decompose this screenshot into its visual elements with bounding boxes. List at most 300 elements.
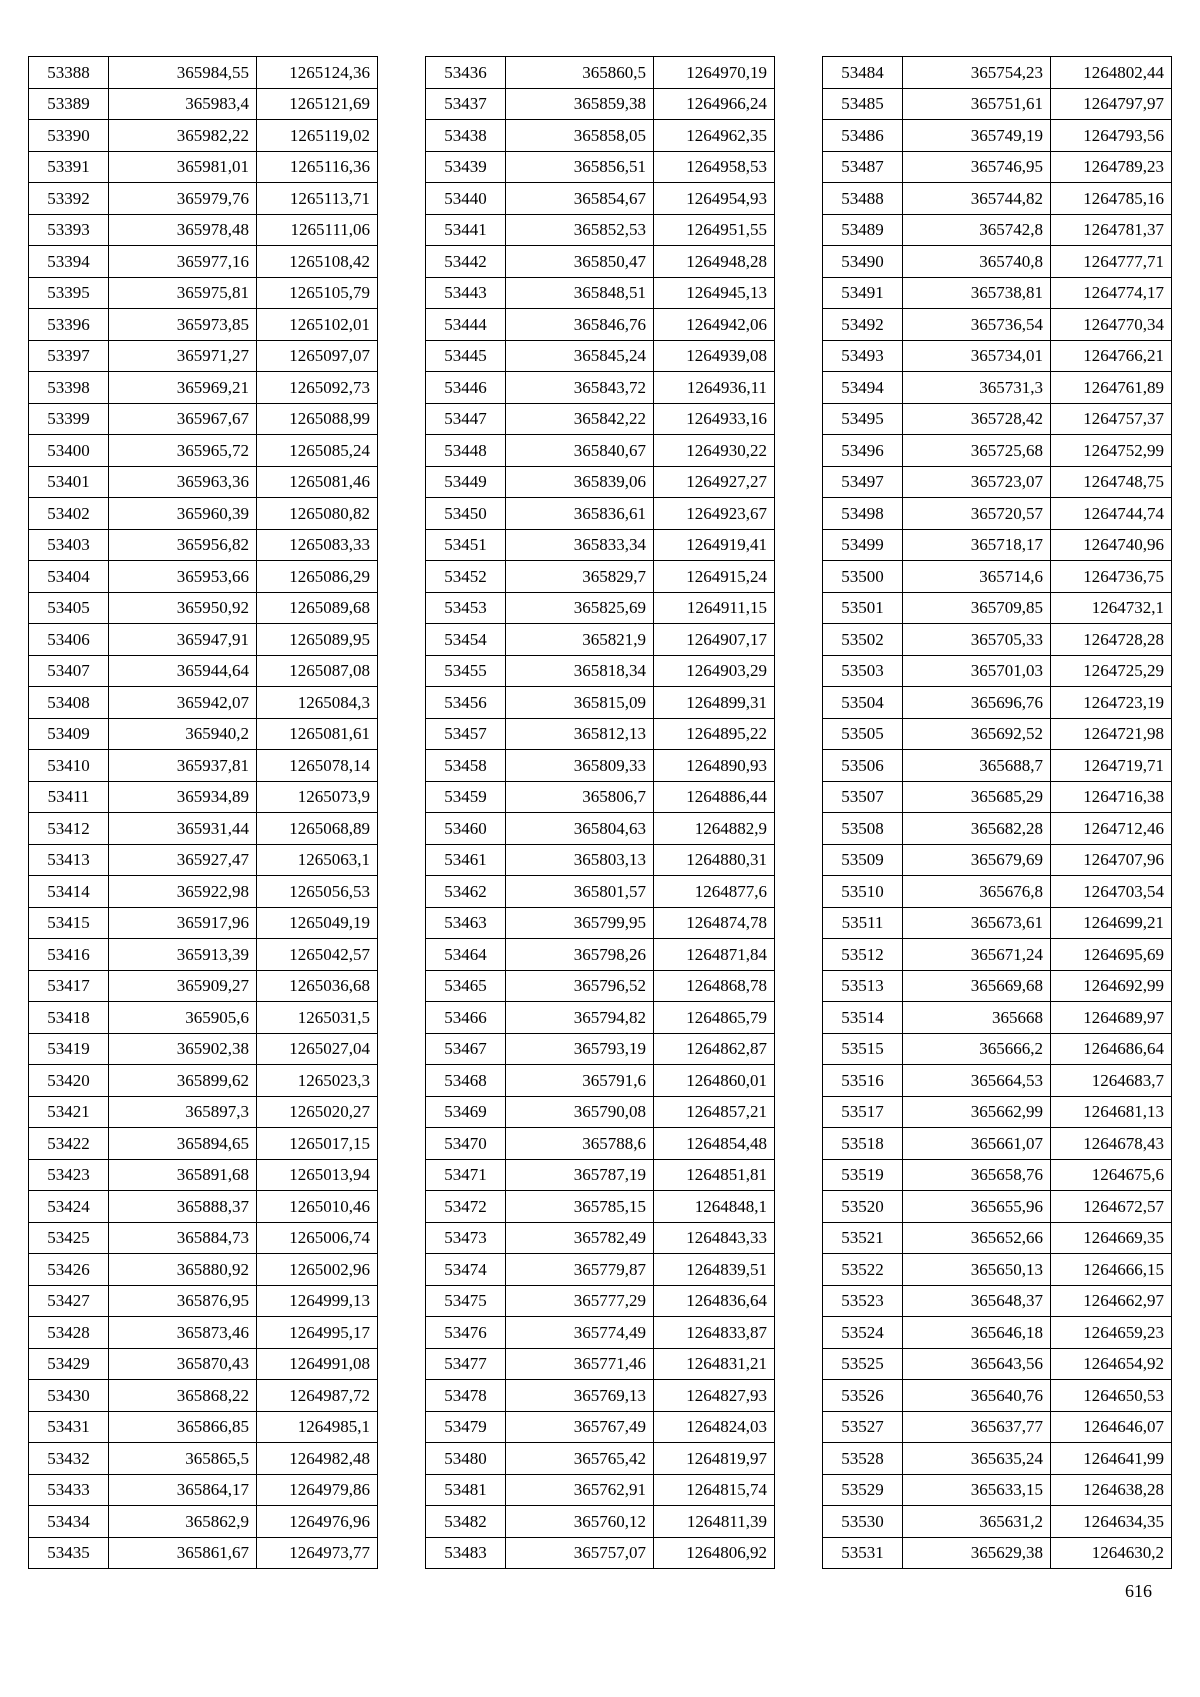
x-coordinate-cell: 365866,85 [109,1411,257,1443]
x-coordinate-cell: 365664,53 [903,1065,1051,1097]
point-id-cell: 53413 [29,844,109,876]
y-coordinate-cell: 1264827,93 [654,1380,775,1412]
table-row [29,970,378,1002]
y-coordinate-cell: 1265097,07 [257,340,378,372]
point-id-cell: 53524 [823,1317,903,1349]
table-row [823,1033,1172,1065]
y-coordinate-cell: 1264712,46 [1051,813,1172,845]
y-coordinate-cell: 1264634,35 [1051,1506,1172,1538]
y-coordinate-cell: 1265006,74 [257,1222,378,1254]
y-coordinate-cell: 1264638,28 [1051,1474,1172,1506]
x-coordinate-cell: 365859,38 [506,88,654,120]
x-coordinate-cell: 365821,9 [506,624,654,656]
x-coordinate-cell: 365960,39 [109,498,257,530]
point-id-cell: 53525 [823,1348,903,1380]
point-id-cell: 53527 [823,1411,903,1443]
y-coordinate-cell: 1264919,41 [654,529,775,561]
x-coordinate-cell: 365850,47 [506,246,654,278]
y-coordinate-cell: 1264757,37 [1051,403,1172,435]
x-coordinate-cell: 365679,69 [903,844,1051,876]
table-row [823,1443,1172,1475]
x-coordinate-cell: 365648,37 [903,1285,1051,1317]
point-id-cell: 53447 [426,403,506,435]
y-coordinate-cell: 1264833,87 [654,1317,775,1349]
x-coordinate-cell: 365870,43 [109,1348,257,1380]
table-row [823,1159,1172,1191]
y-coordinate-cell: 1265056,53 [257,876,378,908]
point-id-cell: 53409 [29,718,109,750]
x-coordinate-cell: 365848,51 [506,277,654,309]
point-id-cell: 53446 [426,372,506,404]
point-id-cell: 53499 [823,529,903,561]
x-coordinate-cell: 365833,34 [506,529,654,561]
table-row [29,246,378,278]
table-row [426,1380,775,1412]
y-coordinate-cell: 1264777,71 [1051,246,1172,278]
point-id-cell: 53411 [29,781,109,813]
y-coordinate-cell: 1265108,42 [257,246,378,278]
table-row [823,718,1172,750]
x-coordinate-cell: 365971,27 [109,340,257,372]
table-row [823,183,1172,215]
table-row [29,1537,378,1569]
x-coordinate-cell: 365774,49 [506,1317,654,1349]
table-row [29,1222,378,1254]
x-coordinate-cell: 365894,65 [109,1128,257,1160]
y-coordinate-cell: 1265027,04 [257,1033,378,1065]
y-coordinate-cell: 1265092,73 [257,372,378,404]
x-coordinate-cell: 365757,07 [506,1537,654,1569]
y-coordinate-cell: 1265116,36 [257,151,378,183]
x-coordinate-cell: 365767,49 [506,1411,654,1443]
table-row [823,246,1172,278]
x-coordinate-cell: 365963,36 [109,466,257,498]
point-id-cell: 53479 [426,1411,506,1443]
point-id-cell: 53408 [29,687,109,719]
table-row [426,1506,775,1538]
table-row [823,1065,1172,1097]
y-coordinate-cell: 1264802,44 [1051,57,1172,89]
point-id-cell: 53464 [426,939,506,971]
x-coordinate-cell: 365705,33 [903,624,1051,656]
x-coordinate-cell: 365718,17 [903,529,1051,561]
point-id-cell: 53498 [823,498,903,530]
point-id-cell: 53528 [823,1443,903,1475]
point-id-cell: 53427 [29,1285,109,1317]
x-coordinate-cell: 365884,73 [109,1222,257,1254]
x-coordinate-cell: 365927,47 [109,844,257,876]
y-coordinate-cell: 1264995,17 [257,1317,378,1349]
table-row [426,907,775,939]
table-row [426,57,775,89]
point-id-cell: 53452 [426,561,506,593]
x-coordinate-cell: 365979,76 [109,183,257,215]
x-coordinate-cell: 365812,13 [506,718,654,750]
x-coordinate-cell: 365635,24 [903,1443,1051,1475]
table-row [426,88,775,120]
table-row [426,1443,775,1475]
table-row [426,403,775,435]
x-coordinate-cell: 365839,06 [506,466,654,498]
x-coordinate-cell: 365652,66 [903,1222,1051,1254]
table-row [426,372,775,404]
x-coordinate-cell: 365854,67 [506,183,654,215]
point-id-cell: 53485 [823,88,903,120]
x-coordinate-cell: 365852,53 [506,214,654,246]
table-row [823,529,1172,561]
point-id-cell: 53396 [29,309,109,341]
point-id-cell: 53445 [426,340,506,372]
y-coordinate-cell: 1265124,36 [257,57,378,89]
table-row [29,88,378,120]
point-id-cell: 53507 [823,781,903,813]
y-coordinate-cell: 1265083,33 [257,529,378,561]
x-coordinate-cell: 365669,68 [903,970,1051,1002]
x-coordinate-cell: 365975,81 [109,277,257,309]
y-coordinate-cell: 1264689,97 [1051,1002,1172,1034]
x-coordinate-cell: 365738,81 [903,277,1051,309]
y-coordinate-cell: 1265089,95 [257,624,378,656]
coordinate-table-body [426,57,775,1569]
point-id-cell: 53460 [426,813,506,845]
x-coordinate-cell: 365671,24 [903,939,1051,971]
x-coordinate-cell: 365829,7 [506,561,654,593]
x-coordinate-cell: 365742,8 [903,214,1051,246]
y-coordinate-cell: 1264770,34 [1051,309,1172,341]
table-row [426,813,775,845]
y-coordinate-cell: 1264915,24 [654,561,775,593]
y-coordinate-cell: 1264973,77 [257,1537,378,1569]
table-row [29,1411,378,1443]
point-id-cell: 53421 [29,1096,109,1128]
y-coordinate-cell: 1264882,9 [654,813,775,845]
y-coordinate-cell: 1265042,57 [257,939,378,971]
table-row [29,120,378,152]
x-coordinate-cell: 365840,67 [506,435,654,467]
table-row [426,687,775,719]
table-row [29,435,378,467]
y-coordinate-cell: 1264789,23 [1051,151,1172,183]
x-coordinate-cell: 365880,92 [109,1254,257,1286]
y-coordinate-cell: 1264836,64 [654,1285,775,1317]
x-coordinate-cell: 365794,82 [506,1002,654,1034]
x-coordinate-cell: 365897,3 [109,1096,257,1128]
y-coordinate-cell: 1264630,2 [1051,1537,1172,1569]
x-coordinate-cell: 365981,01 [109,151,257,183]
point-id-cell: 53455 [426,655,506,687]
y-coordinate-cell: 1264675,6 [1051,1159,1172,1191]
x-coordinate-cell: 365864,17 [109,1474,257,1506]
x-coordinate-cell: 365858,05 [506,120,654,152]
table-row [426,498,775,530]
point-id-cell: 53486 [823,120,903,152]
y-coordinate-cell: 1264923,67 [654,498,775,530]
table-row [426,277,775,309]
x-coordinate-cell: 365746,95 [903,151,1051,183]
x-coordinate-cell: 365666,2 [903,1033,1051,1065]
y-coordinate-cell: 1264703,54 [1051,876,1172,908]
y-coordinate-cell: 1264723,19 [1051,687,1172,719]
table-row [823,1506,1172,1538]
point-id-cell: 53434 [29,1506,109,1538]
table-row [823,120,1172,152]
table-row [29,876,378,908]
x-coordinate-cell: 365692,52 [903,718,1051,750]
x-coordinate-cell: 365676,8 [903,876,1051,908]
point-id-cell: 53511 [823,907,903,939]
point-id-cell: 53496 [823,435,903,467]
coordinate-table-2 [425,56,775,1569]
x-coordinate-cell: 365631,2 [903,1506,1051,1538]
table-row [426,1411,775,1443]
point-id-cell: 53505 [823,718,903,750]
point-id-cell: 53429 [29,1348,109,1380]
y-coordinate-cell: 1264732,1 [1051,592,1172,624]
point-id-cell: 53493 [823,340,903,372]
table-row [426,592,775,624]
x-coordinate-cell: 365862,9 [109,1506,257,1538]
table-row [823,1191,1172,1223]
table-row [29,1443,378,1475]
table-row [426,151,775,183]
table-row [426,1159,775,1191]
y-coordinate-cell: 1265078,14 [257,750,378,782]
point-id-cell: 53457 [426,718,506,750]
x-coordinate-cell: 365825,69 [506,592,654,624]
point-id-cell: 53482 [426,1506,506,1538]
y-coordinate-cell: 1264903,29 [654,655,775,687]
y-coordinate-cell: 1265036,68 [257,970,378,1002]
x-coordinate-cell: 365754,23 [903,57,1051,89]
x-coordinate-cell: 365643,56 [903,1348,1051,1380]
point-id-cell: 53437 [426,88,506,120]
x-coordinate-cell: 365787,19 [506,1159,654,1191]
y-coordinate-cell: 1264936,11 [654,372,775,404]
point-id-cell: 53473 [426,1222,506,1254]
y-coordinate-cell: 1264843,33 [654,1222,775,1254]
table-row [29,183,378,215]
x-coordinate-cell: 365736,54 [903,309,1051,341]
table-row [426,120,775,152]
y-coordinate-cell: 1265081,61 [257,718,378,750]
table-row [29,466,378,498]
table-row [29,372,378,404]
point-id-cell: 53443 [426,277,506,309]
y-coordinate-cell: 1264851,81 [654,1159,775,1191]
table-row [823,1380,1172,1412]
point-id-cell: 53406 [29,624,109,656]
y-coordinate-cell: 1264890,93 [654,750,775,782]
x-coordinate-cell: 365899,62 [109,1065,257,1097]
table-row [29,781,378,813]
table-row [823,1348,1172,1380]
y-coordinate-cell: 1264865,79 [654,1002,775,1034]
x-coordinate-cell: 365803,13 [506,844,654,876]
table-row [426,1254,775,1286]
point-id-cell: 53487 [823,151,903,183]
x-coordinate-cell: 365734,01 [903,340,1051,372]
point-id-cell: 53458 [426,750,506,782]
point-id-cell: 53389 [29,88,109,120]
page-number: 616 [1125,1581,1152,1601]
point-id-cell: 53478 [426,1380,506,1412]
point-id-cell: 53428 [29,1317,109,1349]
point-id-cell: 53436 [426,57,506,89]
y-coordinate-cell: 1265105,79 [257,277,378,309]
y-coordinate-cell: 1264785,16 [1051,183,1172,215]
point-id-cell: 53471 [426,1159,506,1191]
y-coordinate-cell: 1264862,87 [654,1033,775,1065]
table-row [426,844,775,876]
x-coordinate-cell: 365688,7 [903,750,1051,782]
point-id-cell: 53495 [823,403,903,435]
table-row [823,907,1172,939]
table-row [29,309,378,341]
table-row [823,1096,1172,1128]
x-coordinate-cell: 365791,6 [506,1065,654,1097]
table-row [823,309,1172,341]
table-row [823,624,1172,656]
point-id-cell: 53517 [823,1096,903,1128]
point-id-cell: 53484 [823,57,903,89]
y-coordinate-cell: 1264774,17 [1051,277,1172,309]
y-coordinate-cell: 1264793,56 [1051,120,1172,152]
y-coordinate-cell: 1264725,29 [1051,655,1172,687]
y-coordinate-cell: 1264672,57 [1051,1191,1172,1223]
table-row [29,939,378,971]
x-coordinate-cell: 365799,95 [506,907,654,939]
point-id-cell: 53494 [823,372,903,404]
x-coordinate-cell: 365714,6 [903,561,1051,593]
y-coordinate-cell: 1264761,89 [1051,372,1172,404]
y-coordinate-cell: 1264958,53 [654,151,775,183]
point-id-cell: 53514 [823,1002,903,1034]
point-id-cell: 53502 [823,624,903,656]
y-coordinate-cell: 1264877,6 [654,876,775,908]
point-id-cell: 53402 [29,498,109,530]
x-coordinate-cell: 365762,91 [506,1474,654,1506]
x-coordinate-cell: 365765,42 [506,1443,654,1475]
x-coordinate-cell: 365931,44 [109,813,257,845]
x-coordinate-cell: 365696,76 [903,687,1051,719]
x-coordinate-cell: 365782,49 [506,1222,654,1254]
point-id-cell: 53456 [426,687,506,719]
table-row [823,939,1172,971]
x-coordinate-cell: 365709,85 [903,592,1051,624]
table-row [29,813,378,845]
y-coordinate-cell: 1264927,27 [654,466,775,498]
y-coordinate-cell: 1264740,96 [1051,529,1172,561]
x-coordinate-cell: 365922,98 [109,876,257,908]
x-coordinate-cell: 365843,72 [506,372,654,404]
y-coordinate-cell: 1264744,74 [1051,498,1172,530]
y-coordinate-cell: 1264659,23 [1051,1317,1172,1349]
x-coordinate-cell: 365725,68 [903,435,1051,467]
point-id-cell: 53512 [823,939,903,971]
table-row [426,750,775,782]
y-coordinate-cell: 1264736,75 [1051,561,1172,593]
point-id-cell: 53400 [29,435,109,467]
point-id-cell: 53491 [823,277,903,309]
y-coordinate-cell: 1265102,01 [257,309,378,341]
table-row [29,1474,378,1506]
point-id-cell: 53518 [823,1128,903,1160]
point-id-cell: 53403 [29,529,109,561]
x-coordinate-cell: 365865,5 [109,1443,257,1475]
y-coordinate-cell: 1264966,24 [654,88,775,120]
point-id-cell: 53441 [426,214,506,246]
table-row [29,750,378,782]
point-id-cell: 53519 [823,1159,903,1191]
x-coordinate-cell: 365751,61 [903,88,1051,120]
point-id-cell: 53492 [823,309,903,341]
x-coordinate-cell: 365779,87 [506,1254,654,1286]
y-coordinate-cell: 1264860,01 [654,1065,775,1097]
y-coordinate-cell: 1265073,9 [257,781,378,813]
point-id-cell: 53399 [29,403,109,435]
table-row [426,183,775,215]
point-id-cell: 53503 [823,655,903,687]
y-coordinate-cell: 1265080,82 [257,498,378,530]
point-id-cell: 53521 [823,1222,903,1254]
x-coordinate-cell: 365861,67 [109,1537,257,1569]
x-coordinate-cell: 365905,6 [109,1002,257,1034]
table-row [823,1317,1172,1349]
x-coordinate-cell: 365673,61 [903,907,1051,939]
y-coordinate-cell: 1264669,35 [1051,1222,1172,1254]
x-coordinate-cell: 365801,57 [506,876,654,908]
y-coordinate-cell: 1265023,3 [257,1065,378,1097]
point-id-cell: 53462 [426,876,506,908]
x-coordinate-cell: 365868,22 [109,1380,257,1412]
point-id-cell: 53439 [426,151,506,183]
table-row [426,529,775,561]
y-coordinate-cell: 1264930,22 [654,435,775,467]
y-coordinate-cell: 1264766,21 [1051,340,1172,372]
point-id-cell: 53483 [426,1537,506,1569]
y-coordinate-cell: 1265121,69 [257,88,378,120]
point-id-cell: 53393 [29,214,109,246]
point-id-cell: 53508 [823,813,903,845]
table-row [29,655,378,687]
y-coordinate-cell: 1265119,02 [257,120,378,152]
point-id-cell: 53454 [426,624,506,656]
y-coordinate-cell: 1264871,84 [654,939,775,971]
x-coordinate-cell: 365701,03 [903,655,1051,687]
table-row [823,970,1172,1002]
table-row [426,309,775,341]
table-row [426,1222,775,1254]
y-coordinate-cell: 1264868,78 [654,970,775,1002]
y-coordinate-cell: 1265111,06 [257,214,378,246]
point-id-cell: 53465 [426,970,506,1002]
x-coordinate-cell: 365937,81 [109,750,257,782]
point-id-cell: 53412 [29,813,109,845]
table-row [29,277,378,309]
y-coordinate-cell: 1264954,93 [654,183,775,215]
table-row [823,844,1172,876]
point-id-cell: 53477 [426,1348,506,1380]
y-coordinate-cell: 1264970,19 [654,57,775,89]
y-coordinate-cell: 1264752,99 [1051,435,1172,467]
point-id-cell: 53509 [823,844,903,876]
y-coordinate-cell: 1264933,16 [654,403,775,435]
point-id-cell: 53468 [426,1065,506,1097]
x-coordinate-cell: 365771,46 [506,1348,654,1380]
point-id-cell: 53423 [29,1159,109,1191]
table-row [823,435,1172,467]
x-coordinate-cell: 365633,15 [903,1474,1051,1506]
